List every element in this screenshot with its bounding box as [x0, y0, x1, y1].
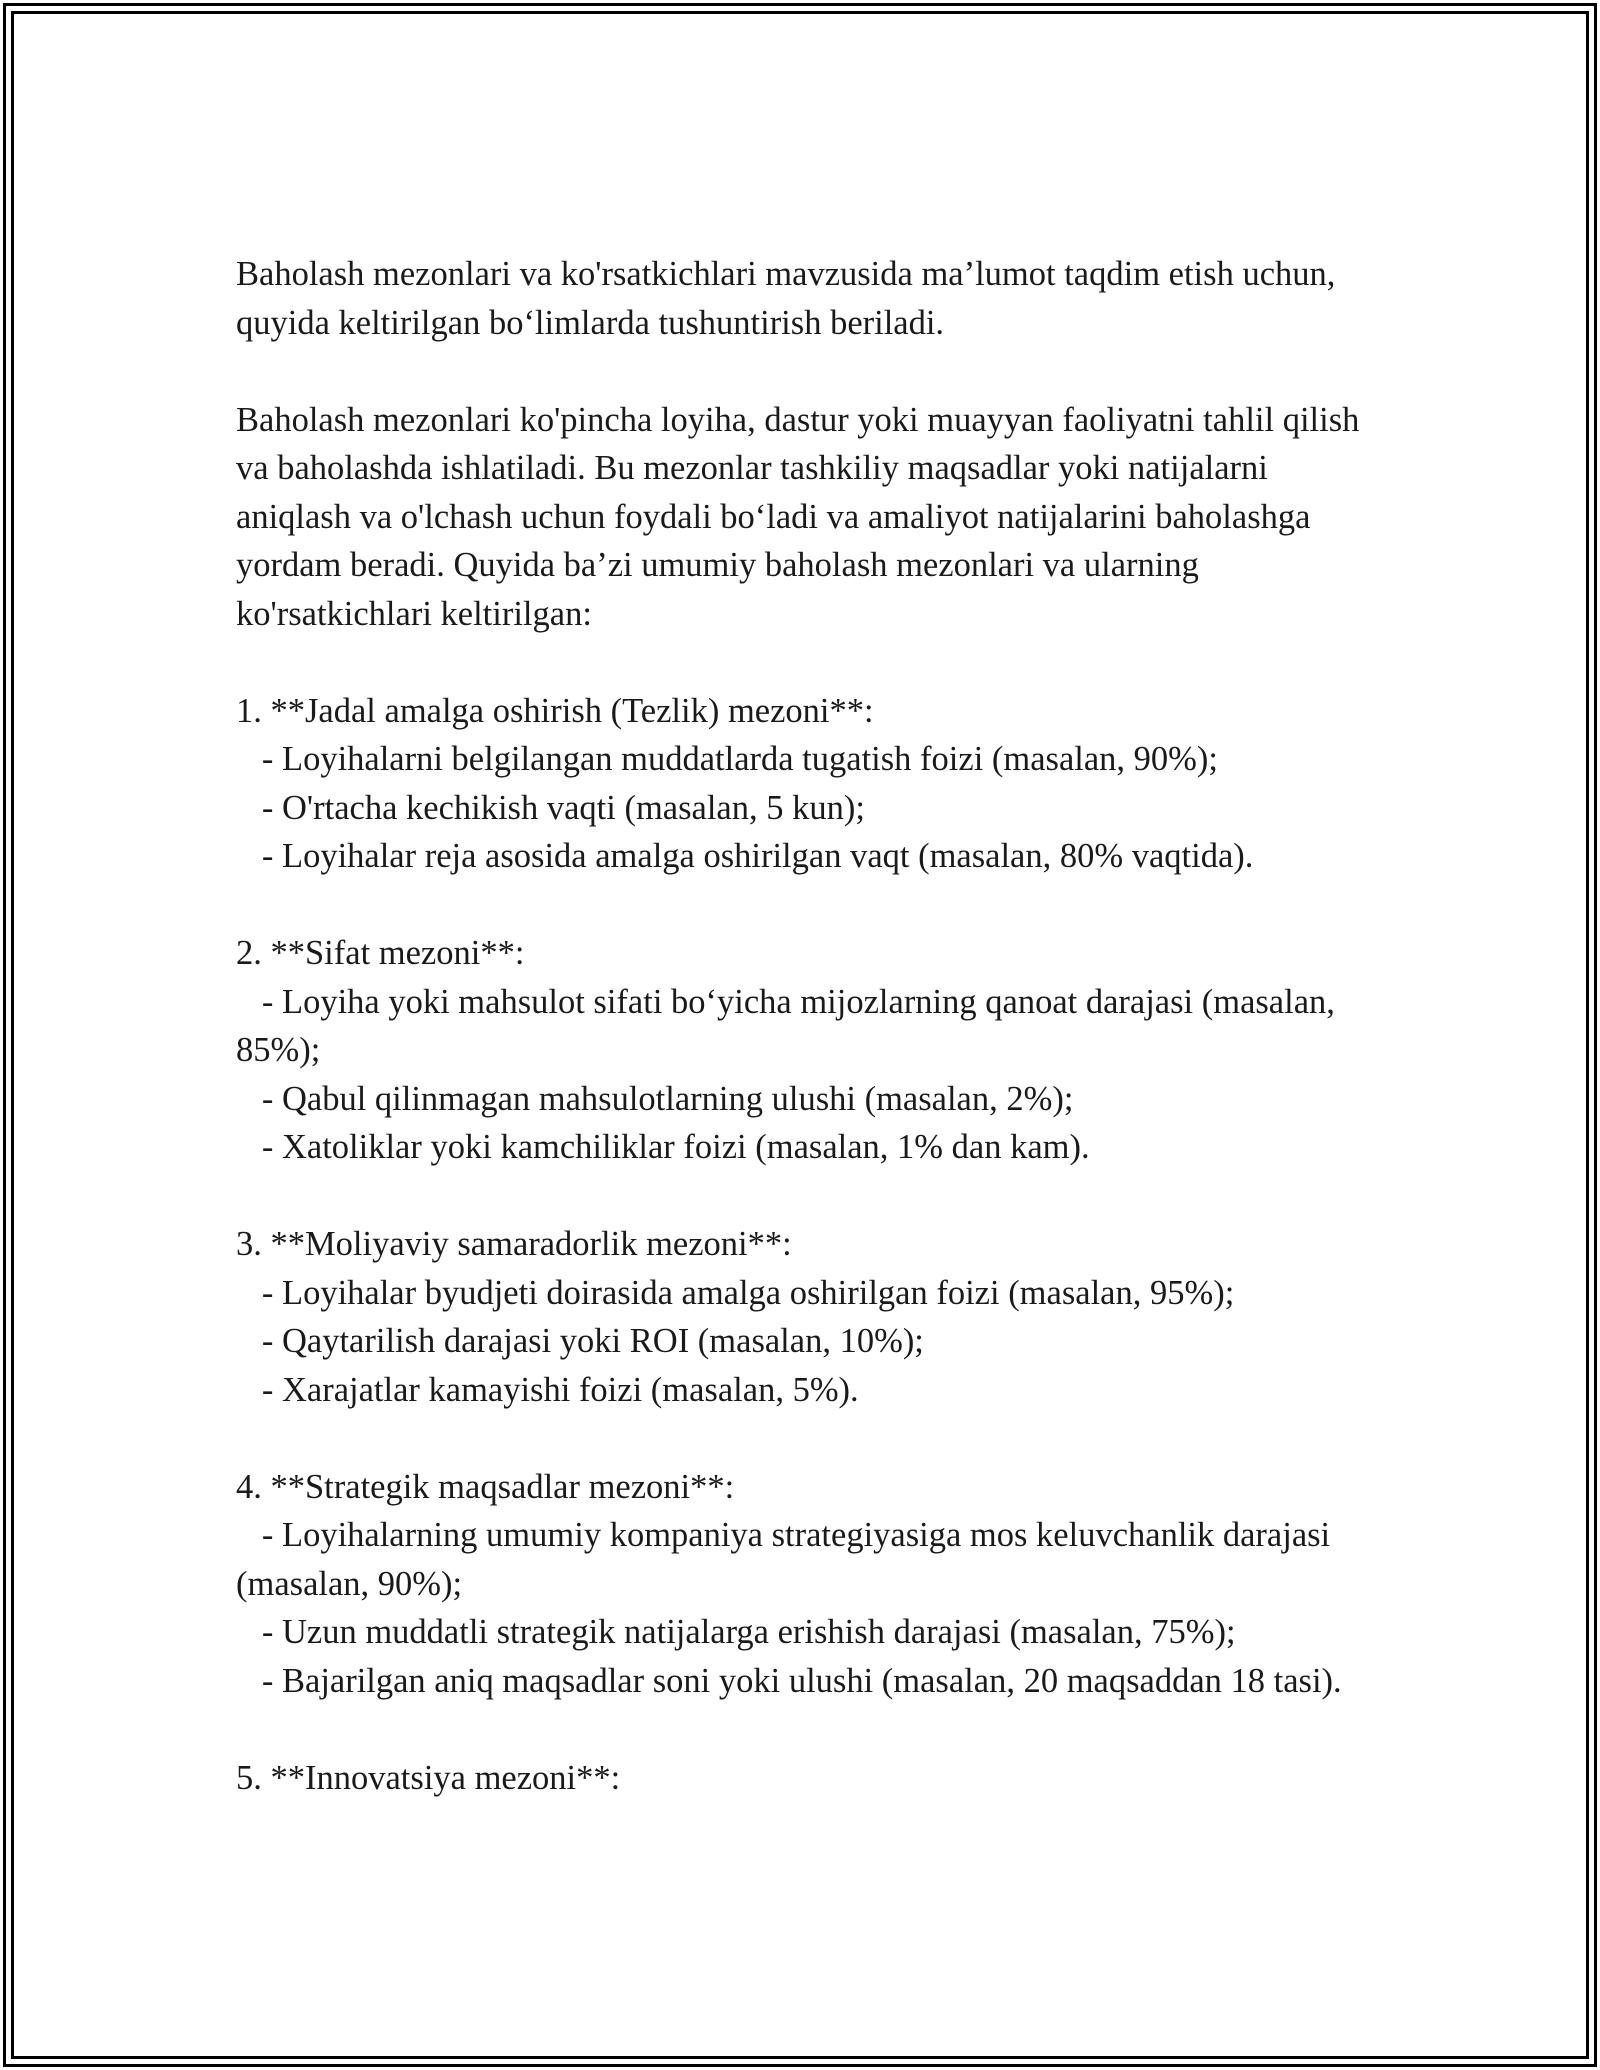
criterion-item: - O'rtacha kechikish vaqti (masalan, 5 kun); — [236, 788, 865, 827]
criterion-item: - Qaytarilish darajasi yoki ROI (masalan, 10%); — [236, 1322, 924, 1360]
criterion-item: - Loyiha yoki mahsulot sifati bo‘yicha mijozlarning qanoat darajasi (masalan, 85%); — [236, 982, 1344, 1069]
criterion-heading: 1. **Jadal amalga oshirish (Tezlik) mezoni**: — [236, 691, 874, 730]
intro-paragraph: Baholash mezonlari va ko'rsatkichlari mavzusida ma’lumot taqdim etish uchun, quyida keltirilgan bo‘limlarda tushuntirish beriladi. — [236, 255, 1336, 342]
criterion-item: - Bajarilgan aniq maqsadlar soni yoki ulushi (masalan, 20 maqsaddan 18 tasi). — [236, 1661, 1342, 1700]
criterion-heading: 2. **Sifat mezoni**: — [236, 934, 525, 972]
criterion-section — [236, 687, 1386, 881]
criterion-item: - Uzun muddatli strategik natijalarga erishish darajasi (masalan, 75%); — [236, 1613, 1236, 1651]
criterion-item: - Loyihalarni belgilangan muddatlarda tugatish foizi (masalan, 90%); — [236, 740, 1218, 778]
criterion-heading: 5. **Innovatsiya mezoni**: — [236, 1758, 621, 1797]
criterion-section — [236, 1220, 1386, 1414]
criterion-heading: 3. **Moliyaviy samaradorlik mezoni**: — [236, 1225, 792, 1263]
criterion-item: - Loyihalarning umumiy kompaniya strategiyasiga mos keluvchanlik darajasi (masalan, 90%); — [236, 1516, 1339, 1603]
criterion-section — [236, 929, 1386, 1172]
criterion-item: - Xatoliklar yoki kamchiliklar foizi (masalan, 1% dan kam). — [236, 1128, 1090, 1166]
criterion-item: - Loyihalar byudjeti doirasida amalga oshirilgan foizi (masalan, 95%); — [236, 1273, 1235, 1312]
document-body — [236, 250, 1386, 1802]
criterion-item: - Loyihalar reja asosida amalga oshirilgan vaqt (masalan, 80% vaqtida). — [236, 837, 1254, 875]
criterion-item: - Xarajatlar kamayishi foizi (masalan, 5%). — [236, 1370, 859, 1409]
criterion-item: - Qabul qilinmagan mahsulotlarning ulushi (masalan, 2%); — [236, 1079, 1074, 1118]
criterion-section — [236, 1754, 1386, 1803]
criterion-heading: 4. **Strategik maqsadlar mezoni**: — [236, 1467, 735, 1506]
criterion-section — [236, 1463, 1386, 1706]
intro-paragraph: Baholash mezonlari ko'pincha loyiha, dastur yoki muayyan faoliyatni tahlil qilish va baholashda ishlatiladi. Bu mezonlar tashkiliy maqsadlar yoki natijalarni aniqlash va o'lchash uchun foydali bo‘ladi va amaliyot natijalarini baholashga yordam beradi. Quyida ba’zi umumiy baholash mezonlari va ularning ko'rsatkichlari keltirilgan: — [236, 400, 1360, 633]
